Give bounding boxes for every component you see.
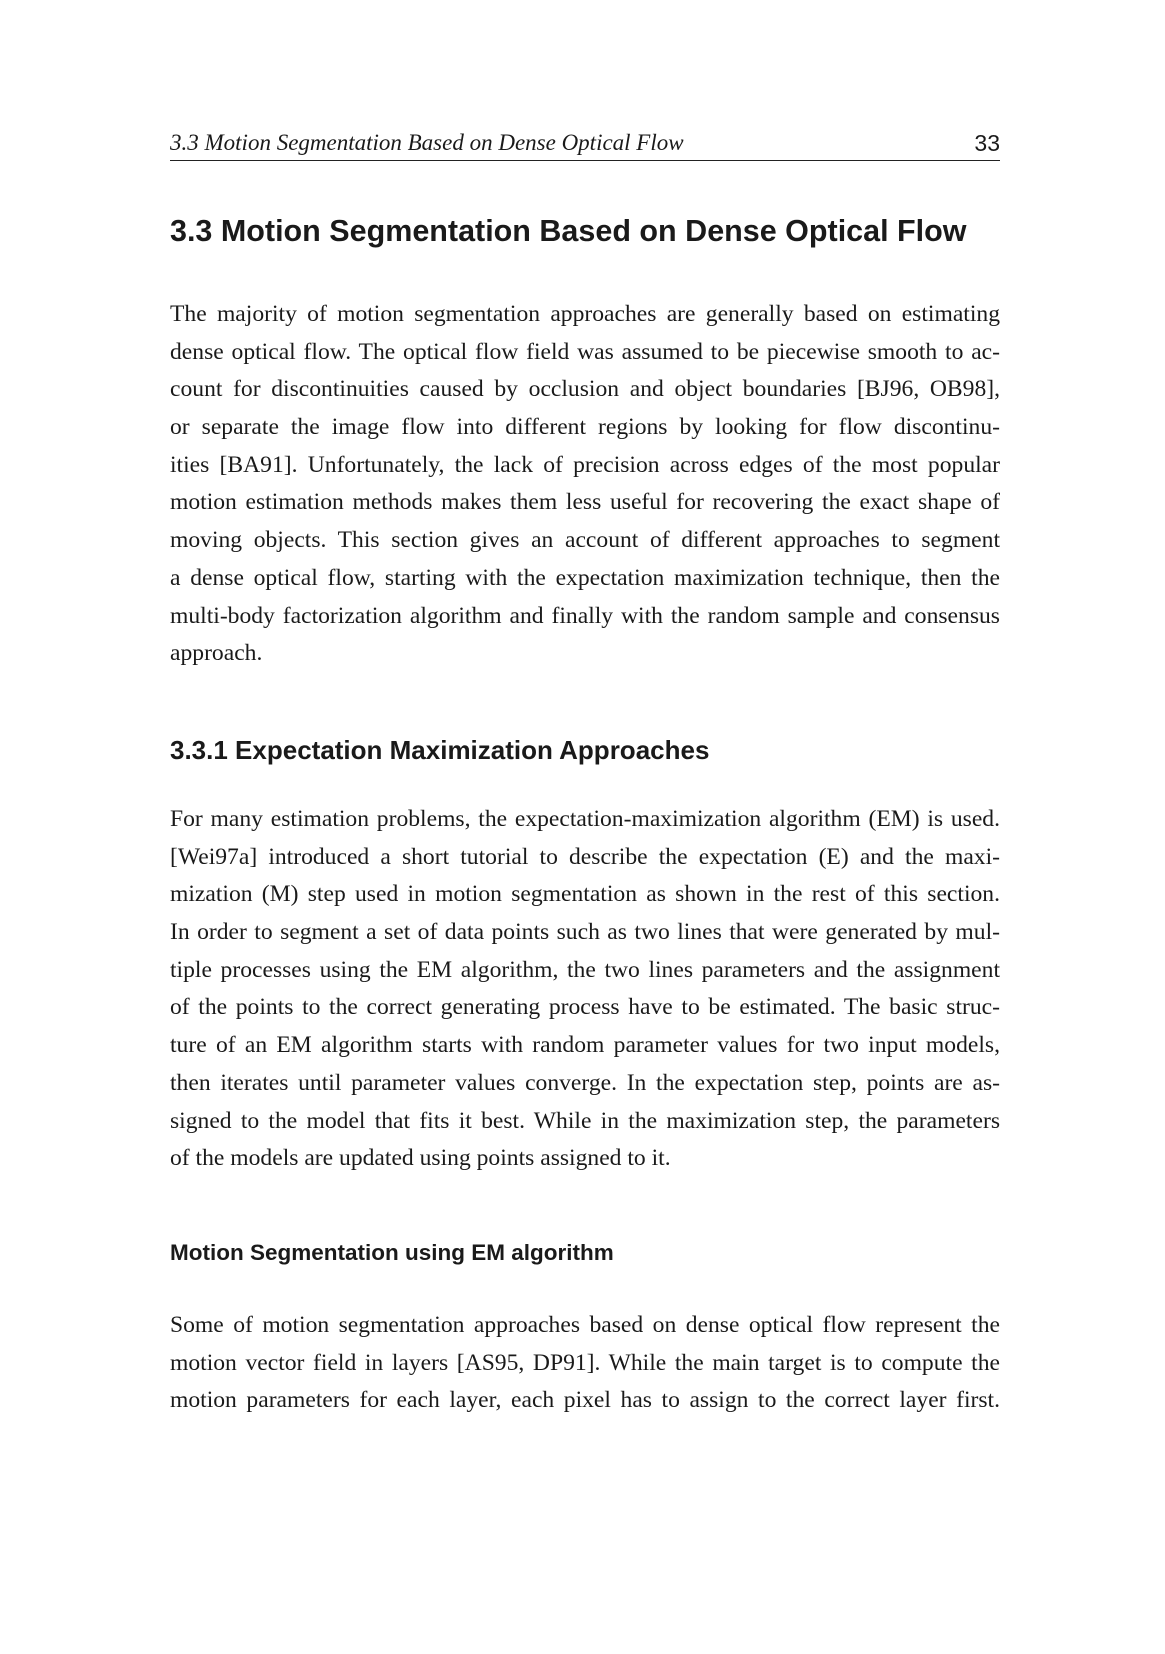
- text-line: mization (M) step used in motion segmentation as shown in the rest of this section.: [170, 881, 1000, 908]
- text-line: Some of motion segmentation approaches based on dense optical flow represent the: [170, 1312, 1000, 1338]
- text-line: then iterates until parameter values converge. In the expectation step, points are as-: [170, 1069, 1000, 1096]
- text-line: signed to the model that fits it best. While in the maximization step, the parameters: [170, 1107, 1000, 1134]
- text-line: multi-body factorization algorithm and finally with the random sample and consensus: [170, 602, 1000, 629]
- text-line: tiple processes using the EM algorithm, the two lines parameters and the assignment: [170, 956, 1000, 983]
- text-line: or separate the image flow into different regions by looking for flow discontinu-: [170, 414, 1000, 441]
- running-title: 3.3 Motion Segmentation Based on Dense Optical Flow: [170, 130, 684, 155]
- text-line: In order to segment a set of data points such as two lines that were generated by mul-: [170, 919, 1000, 946]
- text-line: dense optical flow. The optical flow field was assumed to be piecewise smooth to ac-: [170, 338, 1000, 365]
- text-line: of the models are updated using points assigned to it.: [170, 1145, 671, 1172]
- page-number: 33: [974, 130, 1000, 156]
- text-line: ture of an EM algorithm starts with random parameter values for two input models,: [170, 1032, 1000, 1059]
- text-line: [Wei97a] introduced a short tutorial to describe the expectation (E) and the maxi-: [170, 843, 1000, 870]
- text-line: motion vector field in layers [AS95, DP91]. While the main target is to compute the: [170, 1349, 1000, 1376]
- text-line: count for discontinuities caused by occlusion and object boundaries [BJ96, OB98],: [170, 376, 1000, 403]
- running-header: [170, 126, 1000, 161]
- text-line: moving objects. This section gives an account of different approaches to segment: [170, 527, 1000, 554]
- text-line: ities [BA91]. Unfortunately, the lack of precision across edges of the most popular: [170, 451, 1000, 478]
- paragraph-heading: Motion Segmentation using EM algorithm: [170, 1240, 614, 1265]
- text-line: For many estimation problems, the expectation-maximization algorithm (EM) is used.: [170, 806, 1000, 832]
- section-title: 3.3 Motion Segmentation Based on Dense Optical Flow: [170, 214, 967, 248]
- intro-paragraph: [170, 296, 1000, 673]
- text-line: motion estimation methods makes them less useful for recovering the exact shape of: [170, 489, 1000, 516]
- em-paragraph: [170, 801, 1000, 1178]
- text-line: a dense optical flow, starting with the expectation maximization technique, then the: [170, 564, 1000, 591]
- subsection-title: 3.3.1 Expectation Maximization Approaches: [170, 735, 710, 765]
- text-line: motion parameters for each layer, each pixel has to assign to the correct layer first.: [170, 1387, 1000, 1414]
- em-layers-paragraph: [170, 1307, 1000, 1420]
- text-line: approach.: [170, 640, 263, 667]
- text-line: The majority of motion segmentation approaches are generally based on estimating: [170, 301, 1000, 327]
- text-line: of the points to the correct generating process have to be estimated. The basic struc-: [170, 994, 1000, 1021]
